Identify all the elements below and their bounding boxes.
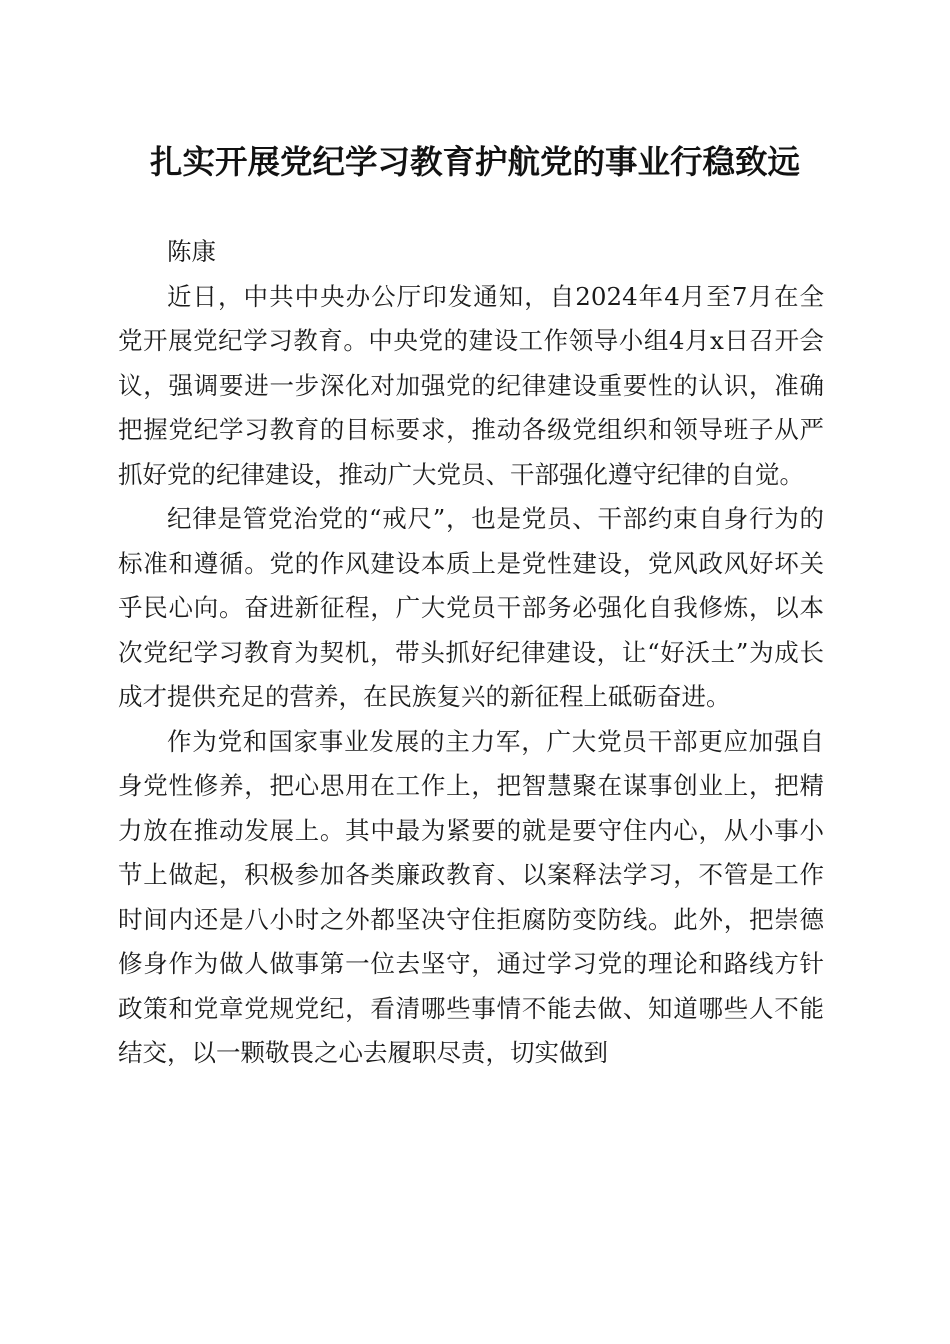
document-body	[118, 230, 824, 1076]
paragraph-2: 纪律是管党治党的“戒尺”，也是党员、干部约束自身行为的标准和遵循。党的作风建设本质上是党性建设，党风政风好坏关乎民心向。奋进新征程，广大党员干部务必强化自我修炼，以本次党纪学习教育为契机，带头抓好纪律建设，让“好沃土”为成长成才提供充足的营养，在民族复兴的新征程上砥砺奋进。	[118, 504, 824, 711]
paragraph-3: 作为党和国家事业发展的主力军，广大党员干部更应加强自身党性修养，把心思用在工作上，把智慧聚在谋事创业上，把精力放在推动发展上。其中最为紧要的就是要守住内心，从小事小节上做起，积极参加各类廉政教育、以案释法学习，不管是工作时间内还是八小时之外都坚决守住拒腐防变防线。此外，把崇德修身作为做人做事第一位去坚守，通过学习党的理论和路线方针政策和党章党规党纪，看清哪些事情不能去做、知道哪些人不能结交，以一颗敬畏之心去履职尽责，切实做到	[118, 726, 824, 1067]
author-name: 陈康	[167, 237, 216, 266]
paragraph-1: 近日，中共中央办公厅印发通知，自2024年4月至7月在全党开展党纪学习教育。中央党的建设工作领导小组4月x日召开会议，强调要进一步深化对加强党的纪律建设重要性的认识，准确把握党纪学习教育的目标要求，推动各级党组织和领导班子从严抓好党的纪律建设，推动广大党员、干部强化遵守纪律的自觉。	[118, 281, 824, 489]
document-title: 扎实开展党纪学习教育护航党的事业行稳致远	[149, 142, 800, 181]
